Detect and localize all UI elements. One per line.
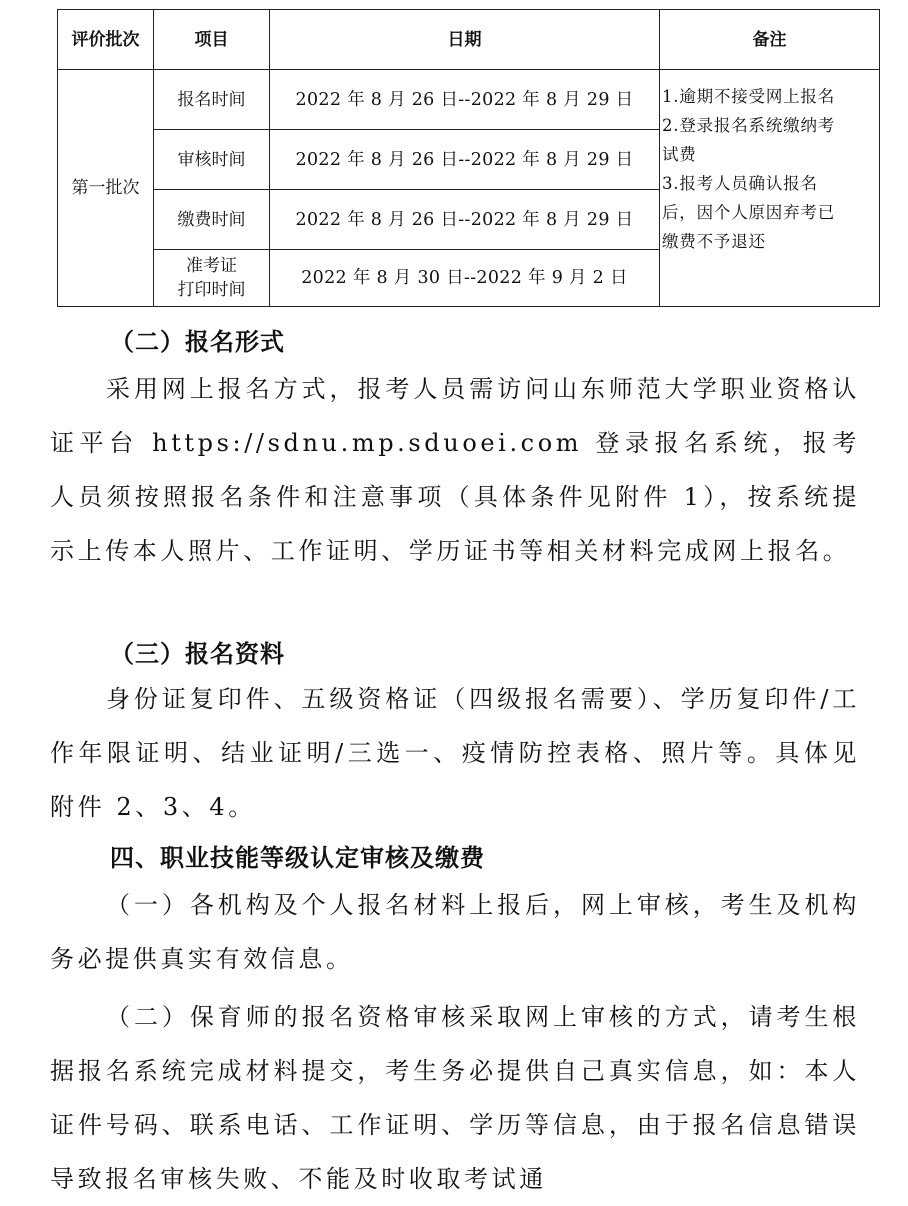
table-row — [58, 70, 880, 130]
header-item: 项目 — [154, 10, 270, 70]
note-line: 1.逾期不接受网上报名 — [662, 87, 836, 106]
header-batch: 评价批次 — [58, 10, 154, 70]
header-date: 日期 — [270, 10, 660, 70]
header-notes: 备注 — [660, 10, 880, 70]
form-paragraph: 采用网上报名方式，报考人员需访问山东师范大学职业资格认证平台 https://sdnu.mp.sduoei.com 登录报名系统，报考人员须按照报名条件和注意事项（具体条件见附件 1），按系统提示上传本人照片、工作证明、学历证书等相关材料完成网上报名。 — [50, 375, 860, 565]
notes-cell — [660, 70, 880, 307]
date-cell: 2022 年 8 月 26 日--2022 年 8 月 29 日 — [270, 70, 660, 130]
batch-cell: 第一批次 — [58, 70, 154, 307]
materials-heading: （三）报名资料 — [110, 640, 285, 668]
section4-heading: 四、职业技能等级认定审核及缴费 — [110, 844, 485, 872]
note-line: 2.登录报名系统缴纳考 — [662, 116, 836, 135]
section4-paragraph-2: （二）保育师的报名资格审核采取网上审核的方式，请考生根据报名系统完成材料提交，考生务必提供自己真实信息，如：本人证件号码、联系电话、工作证明、学历等信息，由于报名信息错误导致报名审核失败、不能及时收取考试通 — [50, 1003, 860, 1193]
materials-paragraph: 身份证复印件、五级资格证（四级报名需要）、学历复印件/工作年限证明、结业证明/三选一、疫情防控表格、照片等。具体见附件 2、3、4。 — [50, 685, 860, 821]
date-cell: 2022 年 8 月 26 日--2022 年 8 月 29 日 — [270, 190, 660, 250]
item-label-line: 打印时间 — [177, 280, 246, 300]
form-heading: （二）报名形式 — [110, 328, 285, 356]
item-cell: 缴费时间 — [154, 190, 270, 250]
date-cell: 2022 年 8 月 26 日--2022 年 8 月 29 日 — [270, 130, 660, 190]
note-line: 3.报考人员确认报名 — [662, 174, 818, 193]
table-header-row — [58, 10, 880, 70]
item-cell — [154, 250, 270, 307]
item-cell: 报名时间 — [154, 70, 270, 130]
schedule-table — [57, 9, 880, 307]
note-line: 缴费不予退还 — [662, 232, 766, 251]
item-cell: 审核时间 — [154, 130, 270, 190]
item-label-line: 准考证 — [186, 256, 237, 276]
section4-paragraph-1: （一）各机构及个人报名材料上报后，网上审核，考生及机构务必提供真实有效信息。 — [50, 891, 860, 973]
note-line: 试费 — [662, 145, 697, 164]
note-line: 后，因个人原因弃考已 — [662, 203, 835, 222]
date-cell: 2022 年 8 月 30 日--2022 年 9 月 2 日 — [270, 250, 660, 307]
